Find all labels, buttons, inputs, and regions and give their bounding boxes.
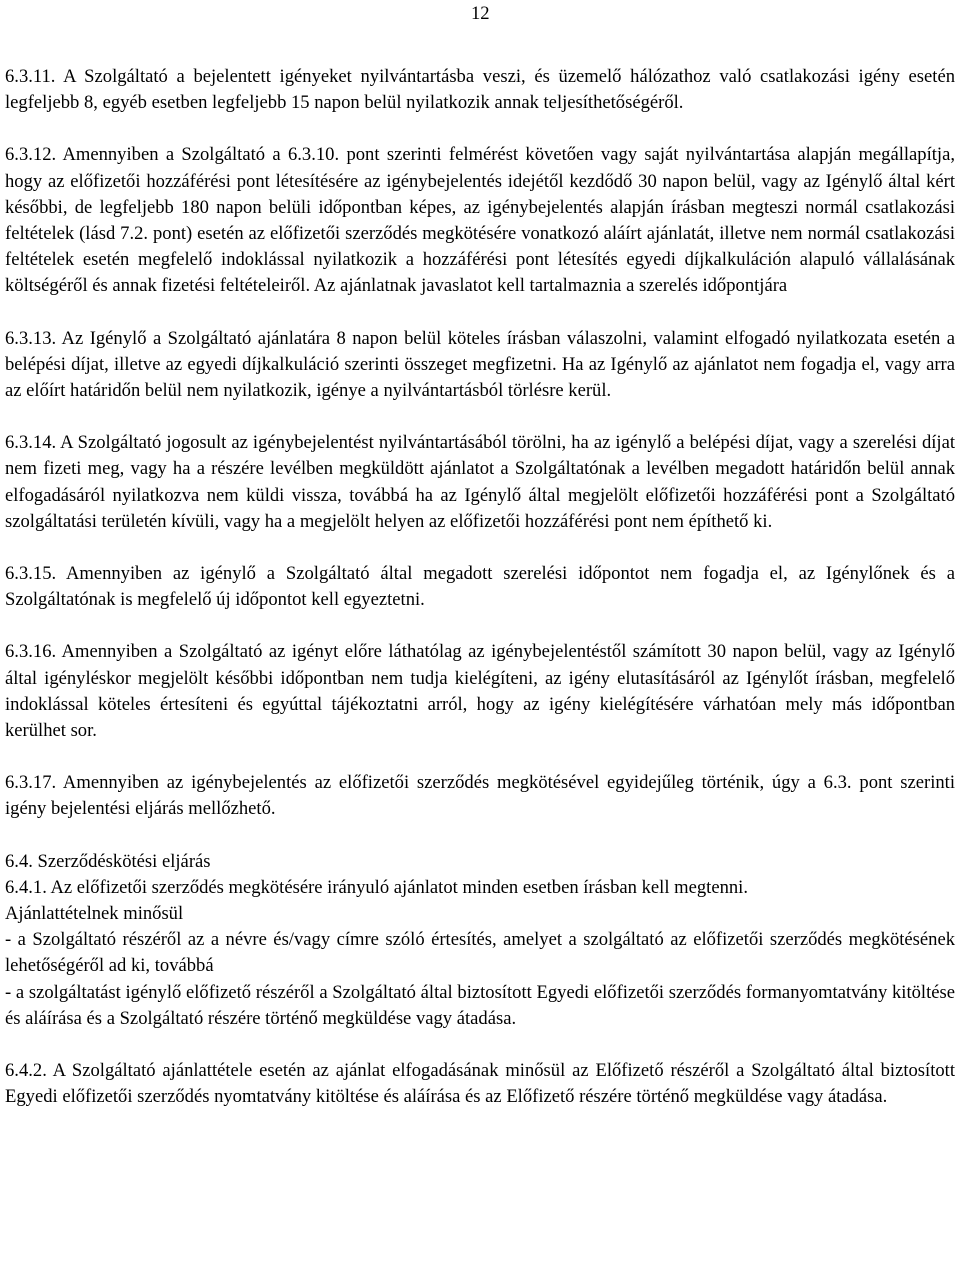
paragraph-6-3-12: 6.3.12. Amennyiben a Szolgáltató a 6.3.10. pont szerinti felmérést követően vagy saját nyilvántartása alapján megállapítja, hogy az előfizetői hozzáférési pont létesítésére az igénybejelentés idejétől kezdődő 30 napon belül, vagy az Igénylő által kért későbbi, de legfeljebb 180 napon belüli időpontban képes, az igénybejelentés alapján írásban megteszi normál csatlakozási feltételek (lásd 7.2. pont) esetén az előfizetői szerződés megkötésére vonatkozó aláírt ajánlatát, illetve nem normál csatlakozási feltételek esetén megfelelő indoklással nyilatkozik a hozzáférési pont létesítés egyedi díjkalkuláción alapuló vállalásának költségéről és annak fizetési feltételeiről. Az ajánlatnak javaslatot kell tartalmaznia a szerelés időpontjára xyxy=(5,144,955,297)
paragraph-6-3-11: 6.3.11. A Szolgáltató a bejelentett igényeket nyilvántartásba veszi, és üzemelő hálózathoz való csatlakozási igény esetén legfeljebb 8, egyéb esetben legfeljebb 15 napon belül nyilatkozik annak teljesíthetőségéről. xyxy=(5,66,955,114)
paragraph-6-3-14: 6.3.14. A Szolgáltató jogosult az igénybejelentést nyilvántartásából törölni, ha az igénylő a belépési díjat, vagy a szerelési díjat nem fizeti meg, vagy ha a részére levélben megküldött ajánlatot a Szolgáltatónak a levélben megadott határidőn belül annak elfogadásáról nyilatkozva nem küldi vissza, továbbá ha az Igénylő által megjelölt előfizetői hozzáférési pont a Szolgáltató szolgáltatási területén kívüli, vagy ha a megjelölt helyen az előfizetői hozzáférési pont nem építhető ki. xyxy=(5,432,955,532)
page-number: 12 xyxy=(471,3,490,24)
paragraph-6-3-16: 6.3.16. Amennyiben a Szolgáltató az igényt előre láthatólag az igénybejelentéstől számított 30 napon belül, vagy az Igénylő által igényléskor megjelölt későbbi időpontban nem tudja kielégíteni, az igény elutasításáról az Igénylőt írásban, megfelelő indoklással köteles értesíteni és egyúttal tájékoztatni arról, hogy az igény kielégítésére várhatóan mely más időpontban kerülhet sor. xyxy=(5,641,955,742)
list-item-provider-notice: - a Szolgáltató részéről az a névre és/vagy címre szóló értesítés, amelyet a szolgáltató az előfizetői szerződés megkötésének lehetőségéről ad ki, továbbá xyxy=(5,929,955,977)
paragraph-6-4-2: 6.4.2. A Szolgáltató ajánlattétele esetén az ajánlat elfogadásának minősül az Előfizető részéről a Szolgáltató által biztosított Egyedi előfizetői szerződés nyomtatvány kitöltése és aláírása és az Előfizető részére történő megküldése vagy átadása. xyxy=(5,1060,955,1108)
section-heading-6-4: 6.4. Szerződéskötési eljárás xyxy=(5,850,211,872)
paragraph-6-4-1: 6.4.1. Az előfizetői szerződés megkötésére irányuló ajánlatot minden esetben írásban kell megtenni. xyxy=(5,876,748,898)
paragraph-6-3-17: 6.3.17. Amennyiben az igénybejelentés az előfizetői szerződés megkötésével egyidejűleg történik, úgy a 6.3. pont szerinti igény bejelentési eljárás mellőzhető. xyxy=(5,772,955,820)
paragraph-offer-intro: Ajánlattételnek minősül xyxy=(5,903,184,925)
list-item-subscriber-form: - a szolgáltatást igénylő előfizető részéről a Szolgáltató által biztosított Egyedi előfizetői szerződés formanyomtatvány kitöltése és aláírása és a Szolgáltató részére történő megküldése vagy átadása. xyxy=(5,981,955,1029)
paragraph-6-3-15: 6.3.15. Amennyiben az igénylő a Szolgáltató által megadott szerelési időpontot nem fogadja el, az Igénylőnek és a Szolgáltatónak is megfelelő új időpontot kell egyeztetni. xyxy=(5,563,955,611)
paragraph-6-3-13: 6.3.13. Az Igénylő a Szolgáltató ajánlatára 8 napon belül köteles írásban válaszolni, valamint elfogadó nyilatkozata esetén a belépési díjat, illetve az egyedi díjkalkuláció szerinti összeget megfizetni. Ha az Igénylő az ajánlatot nem fogadja el, vagy arra az előírt határidőn belül nem nyilatkozik, igénye a nyilvántartásból törlésre kerül. xyxy=(5,327,955,402)
